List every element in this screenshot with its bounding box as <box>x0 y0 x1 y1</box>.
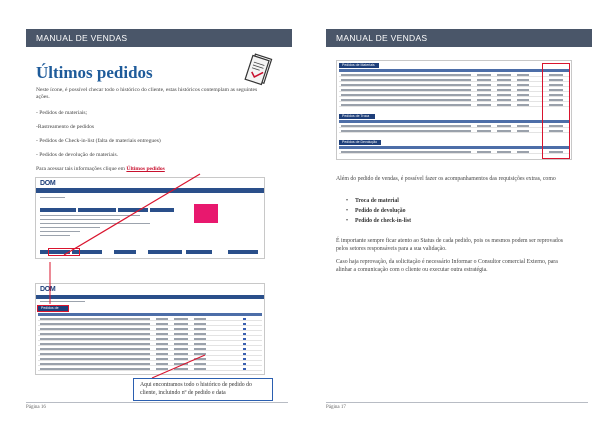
left-page-header: MANUAL DE VENDAS <box>26 29 292 47</box>
right-page-footer: Página 17 <box>326 402 588 410</box>
list-item: • Troca de material <box>346 196 411 206</box>
list-item: -Rastreamento de pedidos <box>36 124 95 130</box>
status-paragraph: É importante sempre ficar atento ao Status de cada pedido, pois os mesmos podem ser reprovados pelos setores responsáveis para a sua validação. <box>336 238 563 252</box>
list-item: - Pedidos de Check-in-list (falta de materiais entregues) <box>36 138 161 144</box>
ultimos-pedidos-highlight <box>48 248 80 256</box>
section-label-materiais: Pedidos de Materiais <box>339 63 379 68</box>
status-column-highlight <box>542 63 570 159</box>
callout-box: Aqui encontramos todo o histórico de pedido do cliente, incluindo nº de pedido e data <box>133 378 273 401</box>
section-label-devolucao: Pedidos de Devolução <box>339 140 381 145</box>
right-page-header: MANUAL DE VENDAS <box>326 29 592 47</box>
access-instruction <box>36 166 266 173</box>
request-types-list <box>346 196 411 226</box>
left-page-footer: Página 16 <box>26 402 288 410</box>
list-item: - Pedidos de materiais; <box>36 110 88 116</box>
order-history-screenshot <box>35 283 265 375</box>
requests-paragraph: Além do pedido de vendas, é possível fazer os acompanhamentos das requisições extras, como <box>336 176 556 182</box>
intro-paragraph: Neste ícone, é possível checar todo o histórico do cliente, estas históricos contemplam as seguintes ações. <box>36 87 258 101</box>
pedidos-de-venda-label: Pedidos de <box>38 306 68 311</box>
pink-note <box>194 204 218 223</box>
customer-screen-screenshot <box>35 177 265 259</box>
section-label-troca: Pedidos de Troca <box>339 114 375 119</box>
screenshot-logo-2: DOM <box>40 286 56 293</box>
list-item: • Pedido de check-in-list <box>346 216 411 226</box>
requests-screenshot <box>336 60 572 160</box>
list-item: - Pedidos de devolução de materiais. <box>36 152 119 158</box>
screenshot-logo: DOM <box>40 180 56 187</box>
access-text: Para acessar tais informações clique em <box>36 166 127 172</box>
rejection-paragraph: Caso haja reprovação, da solicitação é necessário Informar o Consultor comercial Externo, para alinhar a comunicação com o cliente ou executar outra estratégia. <box>336 259 558 273</box>
list-item: • Pedido de devolução <box>346 206 411 216</box>
manual-book-icon <box>242 52 276 86</box>
page-title: Últimos pedidos <box>36 63 153 82</box>
ultimos-pedidos-link[interactable]: Últimos pedidos <box>126 166 165 172</box>
